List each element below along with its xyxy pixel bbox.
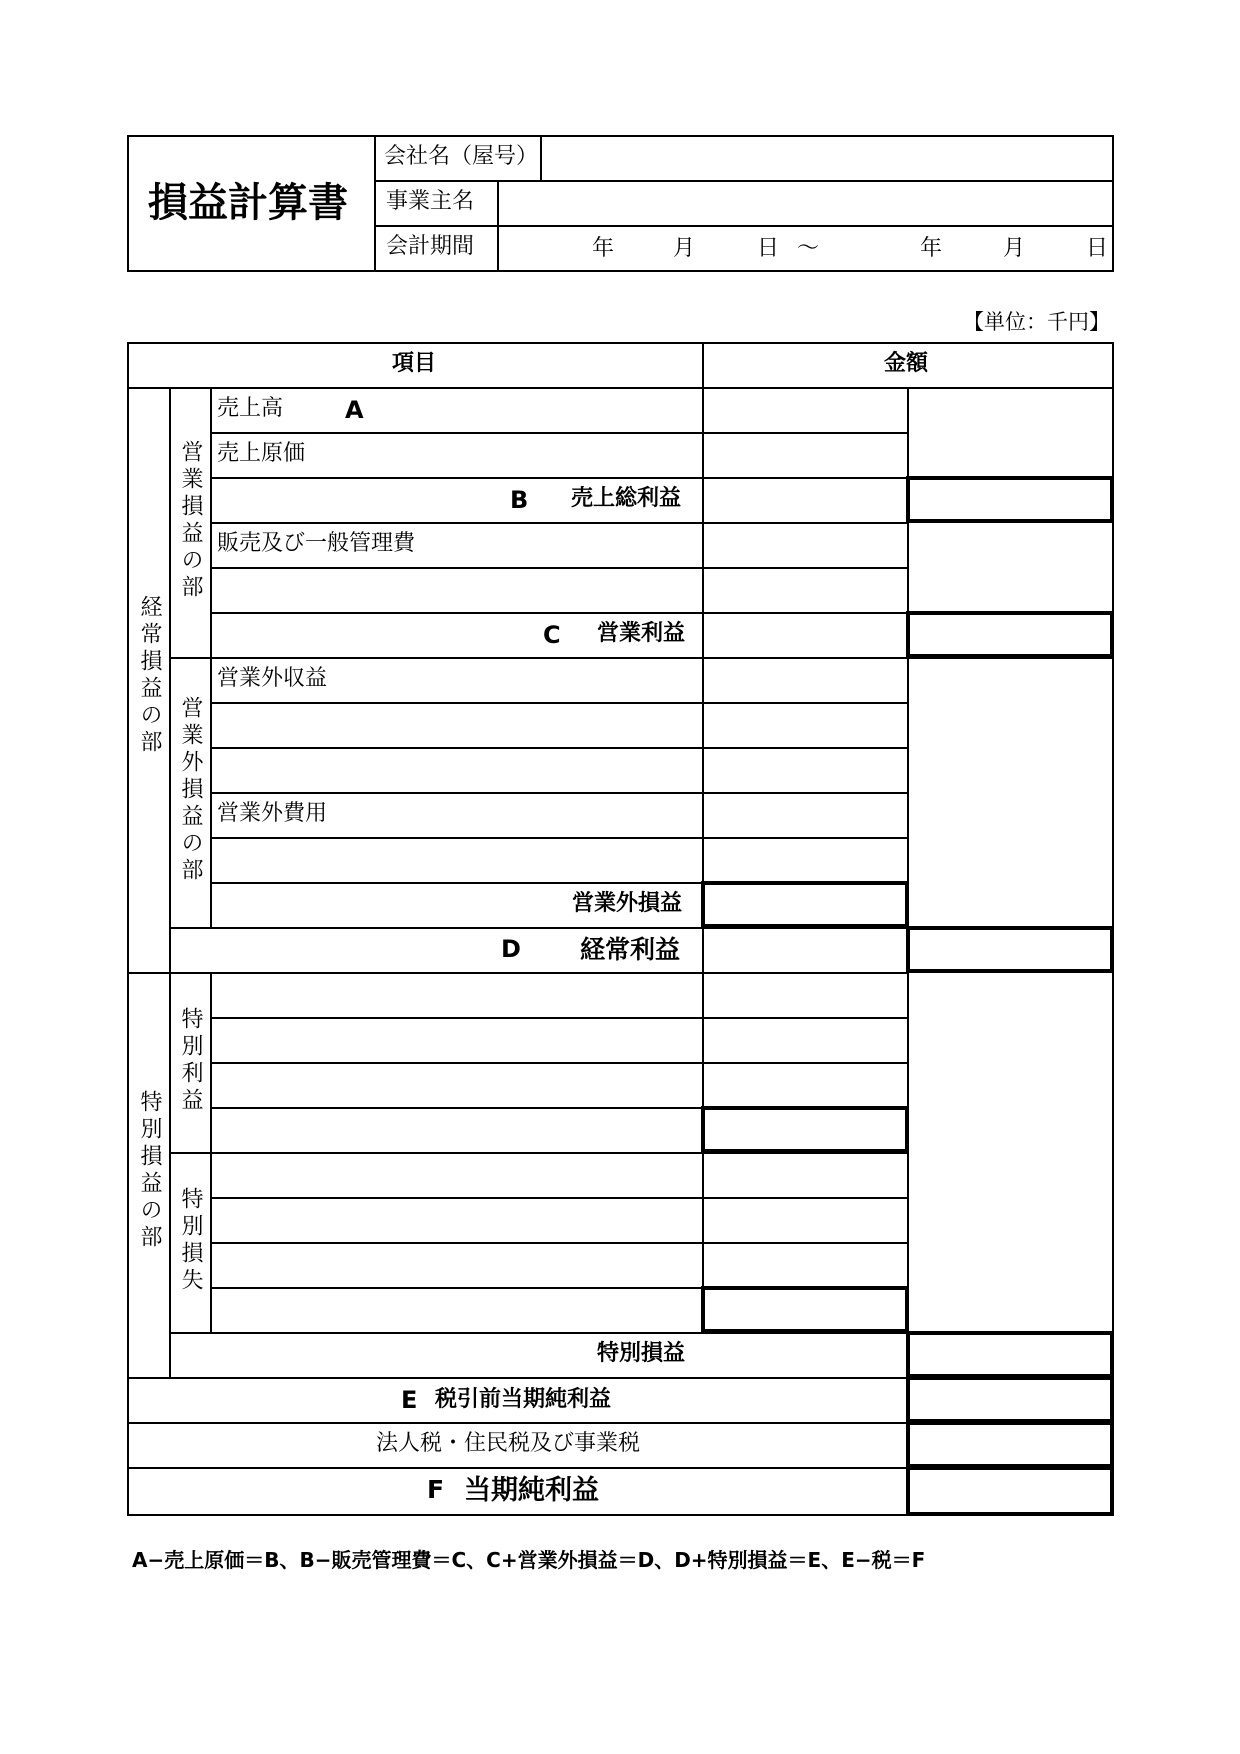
row-non-operating-net-label: 営業外損益 [572, 891, 683, 916]
non-operating-net-box[interactable] [701, 881, 909, 928]
special-income-subtotal-box[interactable] [701, 1106, 909, 1153]
owner-name-field[interactable] [499, 182, 1112, 224]
period-start-month: 月 [673, 236, 696, 261]
row-gross-profit-label: 売上総利益 [571, 486, 682, 511]
row-ordinary-income-letter: D [501, 935, 521, 963]
owner-name-label: 事業主名 [386, 189, 475, 214]
net-income-total-box[interactable] [906, 1466, 1114, 1516]
pretax-income-total-box[interactable] [906, 1376, 1114, 1423]
row-non-operating-expense-label: 営業外費用 [217, 801, 328, 826]
period-start-year: 年 [592, 236, 615, 261]
row-sales-letter: A [345, 396, 364, 424]
gross-profit-total-box[interactable] [906, 476, 1114, 523]
row-ordinary-income-label: 経常利益 [580, 935, 681, 964]
row-sales-label: 売上高 [217, 396, 284, 421]
section-special-profit-loss: 特別損益の部 [137, 1090, 162, 1252]
period-label: 会計期間 [386, 234, 475, 259]
section-special-income: 特別利益 [178, 1007, 203, 1115]
row-pretax-letter: E [401, 1386, 418, 1414]
period-end-month: 月 [1003, 236, 1026, 261]
formula-note: A−売上原価＝B、B−販売管理費＝C、C+営業外損益＝D、D+特別損益＝E、E−税＝F [132, 1548, 926, 1572]
row-net-income-label: 当期純利益 [464, 1475, 599, 1506]
special-net-total-box[interactable] [906, 1331, 1114, 1378]
row-net-income-letter: F [427, 1475, 445, 1504]
special-loss-subtotal-box[interactable] [701, 1286, 909, 1333]
section-non-operating-profit-loss: 営業外損益の部 [178, 696, 203, 885]
row-non-operating-income-label: 営業外収益 [217, 666, 328, 691]
column-header-item: 項目 [392, 351, 437, 376]
period-start-day: 日 [757, 236, 780, 261]
section-operating-profit-loss: 営業損益の部 [178, 440, 203, 602]
row-gross-profit-letter: B [510, 486, 529, 514]
period-end-year: 年 [920, 236, 943, 261]
column-header-amount: 金額 [884, 351, 929, 376]
row-cost-of-sales-label: 売上原価 [217, 441, 306, 466]
row-operating-income-label: 営業利益 [597, 621, 686, 646]
unit-label: 【単位：千円】 [963, 310, 1110, 334]
operating-income-total-box[interactable] [906, 611, 1114, 658]
row-operating-income-letter: C [543, 621, 561, 649]
company-name-field[interactable] [542, 137, 1112, 179]
company-name-label: 会社名（屋号） [384, 144, 539, 169]
taxes-total-box[interactable] [906, 1421, 1114, 1468]
section-ordinary-profit-loss: 経常損益の部 [137, 595, 162, 757]
period-end-day: 日 [1086, 236, 1109, 261]
row-sga-label: 販売及び一般管理費 [217, 531, 416, 556]
row-special-net-label: 特別損益 [597, 1341, 686, 1366]
row-taxes-label: 法人税・住民税及び事業税 [376, 1431, 641, 1456]
row-pretax-label: 税引前当期純利益 [435, 1387, 612, 1412]
document-title: 損益計算書 [148, 180, 348, 226]
ordinary-income-total-box[interactable] [906, 926, 1114, 973]
section-special-loss: 特別損失 [178, 1187, 203, 1295]
period-tilde: ～ [797, 236, 820, 261]
